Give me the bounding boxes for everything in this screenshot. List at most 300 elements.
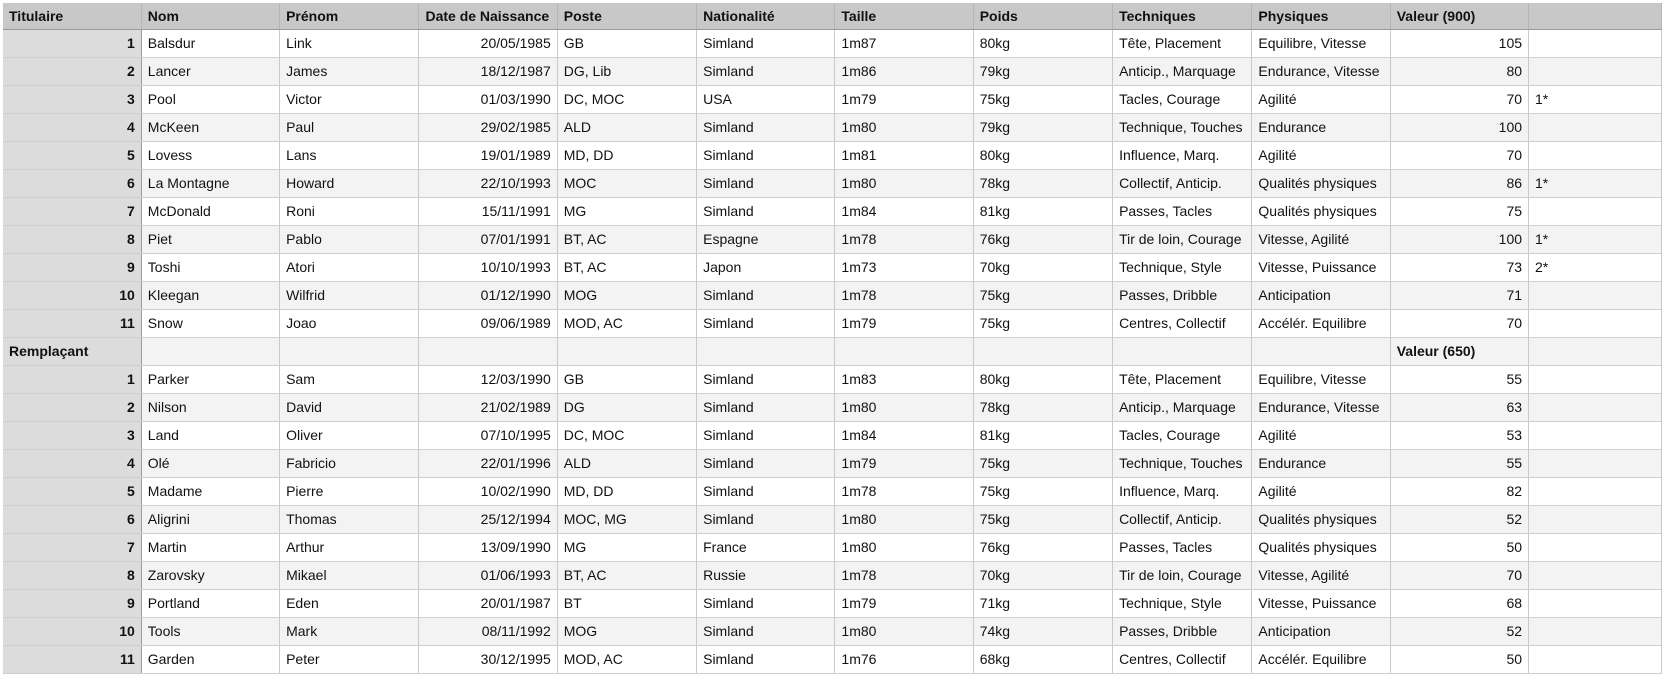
poste-cell[interactable]: ALD — [557, 449, 696, 477]
nom-cell[interactable]: Tools — [141, 617, 279, 645]
prenom-cell[interactable]: Eden — [280, 589, 419, 617]
poste-cell[interactable]: MOD, AC — [557, 309, 696, 337]
physiques-cell[interactable]: Anticipation — [1252, 617, 1390, 645]
empty-cell[interactable] — [697, 337, 835, 365]
physiques-cell[interactable]: Qualités physiques — [1252, 505, 1390, 533]
physiques-cell[interactable]: Vitesse, Puissance — [1252, 253, 1390, 281]
prenom-cell[interactable]: James — [280, 57, 419, 85]
nationalite-cell[interactable]: USA — [697, 85, 835, 113]
nationalite-cell[interactable]: Simland — [697, 309, 835, 337]
techniques-cell[interactable]: Passes, Tacles — [1113, 197, 1252, 225]
physiques-cell[interactable]: Equilibre, Vitesse — [1252, 365, 1390, 393]
poste-cell[interactable]: MOD, AC — [557, 645, 696, 673]
techniques-cell[interactable]: Tacles, Courage — [1113, 421, 1252, 449]
empty-cell[interactable] — [835, 337, 973, 365]
date-cell[interactable]: 20/01/1987 — [419, 589, 557, 617]
header-cell-physiques[interactable]: Physiques — [1252, 3, 1390, 29]
poids-cell[interactable]: 80kg — [973, 141, 1112, 169]
note-cell[interactable] — [1529, 57, 1662, 85]
physiques-cell[interactable]: Endurance, Vitesse — [1252, 57, 1390, 85]
valeur-cell[interactable]: 70 — [1390, 141, 1528, 169]
header-cell-taille[interactable]: Taille — [835, 3, 973, 29]
physiques-cell[interactable]: Vitesse, Agilité — [1252, 225, 1390, 253]
prenom-cell[interactable]: Howard — [280, 169, 419, 197]
poids-cell[interactable]: 75kg — [973, 309, 1112, 337]
row-number-cell[interactable]: 3 — [3, 85, 141, 113]
techniques-cell[interactable]: Influence, Marq. — [1113, 141, 1252, 169]
section-row-remplacant — [3, 337, 1662, 365]
row-number-cell[interactable]: 6 — [3, 169, 141, 197]
header-cell-poids[interactable]: Poids — [973, 3, 1112, 29]
poids-cell[interactable]: 75kg — [973, 449, 1112, 477]
row-number-cell[interactable]: 9 — [3, 589, 141, 617]
prenom-cell[interactable]: Atori — [280, 253, 419, 281]
poids-cell[interactable]: 70kg — [973, 253, 1112, 281]
taille-cell[interactable]: 1m80 — [835, 533, 973, 561]
techniques-cell[interactable]: Anticip., Marquage — [1113, 57, 1252, 85]
nationalite-cell[interactable]: Simland — [697, 57, 835, 85]
row-number-cell[interactable]: 11 — [3, 645, 141, 673]
taille-cell[interactable]: 1m79 — [835, 85, 973, 113]
poste-cell[interactable]: BT — [557, 589, 696, 617]
taille-cell[interactable]: 1m84 — [835, 421, 973, 449]
row-number-cell[interactable]: 5 — [3, 477, 141, 505]
date-cell[interactable]: 22/10/1993 — [419, 169, 557, 197]
valeur-cell[interactable]: 70 — [1390, 85, 1528, 113]
techniques-cell[interactable]: Passes, Tacles — [1113, 533, 1252, 561]
note-cell[interactable] — [1529, 449, 1662, 477]
nom-cell[interactable]: Madame — [141, 477, 279, 505]
date-cell[interactable]: 01/06/1993 — [419, 561, 557, 589]
nom-cell[interactable]: Aligrini — [141, 505, 279, 533]
taille-cell[interactable]: 1m73 — [835, 253, 973, 281]
nationalite-cell[interactable]: Simland — [697, 169, 835, 197]
note-cell[interactable] — [1529, 393, 1662, 421]
poids-cell[interactable]: 78kg — [973, 393, 1112, 421]
techniques-cell[interactable]: Collectif, Anticip. — [1113, 169, 1252, 197]
date-cell[interactable]: 15/11/1991 — [419, 197, 557, 225]
techniques-cell[interactable]: Tir de loin, Courage — [1113, 561, 1252, 589]
poste-cell[interactable]: BT, AC — [557, 253, 696, 281]
table-row — [3, 477, 1662, 505]
nationalite-cell[interactable]: Simland — [697, 113, 835, 141]
valeur-cell[interactable]: 80 — [1390, 57, 1528, 85]
section-valeur-label-cell[interactable]: Valeur (650) — [1390, 337, 1528, 365]
prenom-cell[interactable]: Thomas — [280, 505, 419, 533]
note-cell[interactable] — [1529, 533, 1662, 561]
note-cell[interactable] — [1529, 477, 1662, 505]
nationalite-cell[interactable]: Russie — [697, 561, 835, 589]
poids-cell[interactable]: 79kg — [973, 113, 1112, 141]
nationalite-cell[interactable]: Simland — [697, 477, 835, 505]
header-cell-nationalite[interactable]: Nationalité — [697, 3, 835, 29]
header-cell-techniques[interactable]: Techniques — [1113, 3, 1252, 29]
poste-cell[interactable]: MD, DD — [557, 477, 696, 505]
note-cell[interactable] — [1529, 141, 1662, 169]
valeur-cell[interactable]: 63 — [1390, 393, 1528, 421]
poids-cell[interactable]: 81kg — [973, 421, 1112, 449]
physiques-cell[interactable]: Equilibre, Vitesse — [1252, 29, 1390, 57]
valeur-cell[interactable]: 52 — [1390, 505, 1528, 533]
nationalite-cell[interactable]: Simland — [697, 421, 835, 449]
note-cell[interactable] — [1529, 29, 1662, 57]
taille-cell[interactable]: 1m78 — [835, 225, 973, 253]
section-label-cell[interactable]: Remplaçant — [3, 337, 141, 365]
header-cell-extra[interactable] — [1529, 3, 1662, 29]
nom-cell[interactable]: McKeen — [141, 113, 279, 141]
poste-cell[interactable]: BT, AC — [557, 225, 696, 253]
poste-cell[interactable]: GB — [557, 29, 696, 57]
nationalite-cell[interactable]: Simland — [697, 365, 835, 393]
poids-cell[interactable]: 70kg — [973, 561, 1112, 589]
date-cell[interactable]: 07/10/1995 — [419, 421, 557, 449]
nationalite-cell[interactable]: Simland — [697, 589, 835, 617]
physiques-cell[interactable]: Qualités physiques — [1252, 197, 1390, 225]
note-cell[interactable] — [1529, 421, 1662, 449]
table-row — [3, 449, 1662, 477]
physiques-cell[interactable]: Vitesse, Agilité — [1252, 561, 1390, 589]
row-number-cell[interactable]: 1 — [3, 29, 141, 57]
taille-cell[interactable]: 1m80 — [835, 617, 973, 645]
valeur-cell[interactable]: 68 — [1390, 589, 1528, 617]
nom-cell[interactable]: Portland — [141, 589, 279, 617]
nationalite-cell[interactable]: Simland — [697, 393, 835, 421]
note-cell[interactable] — [1529, 281, 1662, 309]
nom-cell[interactable]: Zarovsky — [141, 561, 279, 589]
prenom-cell[interactable]: Sam — [280, 365, 419, 393]
poids-cell[interactable]: 79kg — [973, 57, 1112, 85]
poids-cell[interactable]: 76kg — [973, 533, 1112, 561]
nationalite-cell[interactable]: Espagne — [697, 225, 835, 253]
taille-cell[interactable]: 1m84 — [835, 197, 973, 225]
row-number-cell[interactable]: 4 — [3, 113, 141, 141]
poste-cell[interactable]: GB — [557, 365, 696, 393]
techniques-cell[interactable]: Passes, Dribble — [1113, 617, 1252, 645]
nom-cell[interactable]: Piet — [141, 225, 279, 253]
empty-cell[interactable] — [1252, 337, 1390, 365]
nom-cell[interactable]: Martin — [141, 533, 279, 561]
header-cell-valeur[interactable]: Valeur (900) — [1390, 3, 1528, 29]
techniques-cell[interactable]: Technique, Touches — [1113, 449, 1252, 477]
valeur-cell[interactable]: 55 — [1390, 365, 1528, 393]
taille-cell[interactable]: 1m79 — [835, 309, 973, 337]
note-cell[interactable]: 1* — [1529, 85, 1662, 113]
note-cell[interactable] — [1529, 197, 1662, 225]
note-cell[interactable] — [1529, 113, 1662, 141]
prenom-cell[interactable]: Fabricio — [280, 449, 419, 477]
valeur-cell[interactable]: 50 — [1390, 645, 1528, 673]
note-cell[interactable] — [1529, 645, 1662, 673]
valeur-cell[interactable]: 55 — [1390, 449, 1528, 477]
header-cell-date-naissance[interactable]: Date de Naissance — [419, 3, 557, 29]
table-row — [3, 169, 1662, 197]
prenom-cell[interactable]: Pablo — [280, 225, 419, 253]
poids-cell[interactable]: 74kg — [973, 617, 1112, 645]
techniques-cell[interactable]: Centres, Collectif — [1113, 645, 1252, 673]
valeur-cell[interactable]: 70 — [1390, 309, 1528, 337]
taille-cell[interactable]: 1m87 — [835, 29, 973, 57]
nom-cell[interactable]: Pool — [141, 85, 279, 113]
date-cell[interactable]: 30/12/1995 — [419, 645, 557, 673]
nom-cell[interactable]: McDonald — [141, 197, 279, 225]
taille-cell[interactable]: 1m80 — [835, 113, 973, 141]
taille-cell[interactable]: 1m78 — [835, 477, 973, 505]
physiques-cell[interactable]: Anticipation — [1252, 281, 1390, 309]
techniques-cell[interactable]: Technique, Style — [1113, 589, 1252, 617]
physiques-cell[interactable]: Endurance — [1252, 113, 1390, 141]
date-cell[interactable]: 10/02/1990 — [419, 477, 557, 505]
date-cell[interactable]: 10/10/1993 — [419, 253, 557, 281]
valeur-cell[interactable]: 100 — [1390, 225, 1528, 253]
poste-cell[interactable]: DG, Lib — [557, 57, 696, 85]
nationalite-cell[interactable]: Simland — [697, 29, 835, 57]
nom-cell[interactable]: Nilson — [141, 393, 279, 421]
taille-cell[interactable]: 1m80 — [835, 393, 973, 421]
techniques-cell[interactable]: Technique, Touches — [1113, 113, 1252, 141]
techniques-cell[interactable]: Passes, Dribble — [1113, 281, 1252, 309]
poste-cell[interactable]: MOG — [557, 617, 696, 645]
row-number-cell[interactable]: 2 — [3, 57, 141, 85]
nom-cell[interactable]: Lovess — [141, 141, 279, 169]
note-cell[interactable] — [1529, 365, 1662, 393]
date-cell[interactable]: 09/06/1989 — [419, 309, 557, 337]
row-number-cell[interactable]: 11 — [3, 309, 141, 337]
date-cell[interactable]: 25/12/1994 — [419, 505, 557, 533]
valeur-cell[interactable]: 86 — [1390, 169, 1528, 197]
row-number-cell[interactable]: 10 — [3, 281, 141, 309]
valeur-cell[interactable]: 100 — [1390, 113, 1528, 141]
date-cell[interactable]: 08/11/1992 — [419, 617, 557, 645]
row-number-cell[interactable]: 7 — [3, 533, 141, 561]
taille-cell[interactable]: 1m86 — [835, 57, 973, 85]
physiques-cell[interactable]: Agilité — [1252, 141, 1390, 169]
date-cell[interactable]: 21/02/1989 — [419, 393, 557, 421]
note-cell[interactable] — [1529, 561, 1662, 589]
prenom-cell[interactable]: Arthur — [280, 533, 419, 561]
nationalite-cell[interactable]: Simland — [697, 141, 835, 169]
nationalite-cell[interactable]: Simland — [697, 449, 835, 477]
nom-cell[interactable]: Land — [141, 421, 279, 449]
row-number-cell[interactable]: 8 — [3, 561, 141, 589]
empty-cell[interactable] — [1113, 337, 1252, 365]
poste-cell[interactable]: ALD — [557, 113, 696, 141]
table-row — [3, 505, 1662, 533]
row-number-cell[interactable]: 2 — [3, 393, 141, 421]
nationalite-cell[interactable]: Simland — [697, 505, 835, 533]
header-cell-nom[interactable]: Nom — [141, 3, 279, 29]
nom-cell[interactable]: La Montagne — [141, 169, 279, 197]
header-cell-poste[interactable]: Poste — [557, 3, 696, 29]
empty-cell[interactable] — [557, 337, 696, 365]
date-cell[interactable]: 01/12/1990 — [419, 281, 557, 309]
techniques-cell[interactable]: Tête, Placement — [1113, 365, 1252, 393]
taille-cell[interactable]: 1m76 — [835, 645, 973, 673]
date-cell[interactable]: 07/01/1991 — [419, 225, 557, 253]
nationalite-cell[interactable]: Simland — [697, 617, 835, 645]
row-number-cell[interactable]: 5 — [3, 141, 141, 169]
note-cell[interactable] — [1529, 617, 1662, 645]
physiques-cell[interactable]: Accélér. Equilibre — [1252, 645, 1390, 673]
techniques-cell[interactable]: Tête, Placement — [1113, 29, 1252, 57]
note-cell[interactable] — [1529, 505, 1662, 533]
poste-cell[interactable]: BT, AC — [557, 561, 696, 589]
poste-cell[interactable]: MOC, MG — [557, 505, 696, 533]
prenom-cell[interactable]: Lans — [280, 141, 419, 169]
note-cell[interactable]: 2* — [1529, 253, 1662, 281]
poste-cell[interactable]: MOG — [557, 281, 696, 309]
row-number-cell[interactable]: 10 — [3, 617, 141, 645]
nom-cell[interactable]: Toshi — [141, 253, 279, 281]
prenom-cell[interactable]: Mark — [280, 617, 419, 645]
physiques-cell[interactable]: Agilité — [1252, 421, 1390, 449]
valeur-cell[interactable]: 50 — [1390, 533, 1528, 561]
poids-cell[interactable]: 81kg — [973, 197, 1112, 225]
empty-cell[interactable] — [973, 337, 1112, 365]
physiques-cell[interactable]: Endurance — [1252, 449, 1390, 477]
techniques-cell[interactable]: Tir de loin, Courage — [1113, 225, 1252, 253]
taille-cell[interactable]: 1m83 — [835, 365, 973, 393]
nom-cell[interactable]: Parker — [141, 365, 279, 393]
poste-cell[interactable]: DC, MOC — [557, 85, 696, 113]
physiques-cell[interactable]: Vitesse, Puissance — [1252, 589, 1390, 617]
date-cell[interactable]: 19/01/1989 — [419, 141, 557, 169]
prenom-cell[interactable]: Roni — [280, 197, 419, 225]
valeur-cell[interactable]: 75 — [1390, 197, 1528, 225]
row-number-cell[interactable]: 9 — [3, 253, 141, 281]
date-cell[interactable]: 01/03/1990 — [419, 85, 557, 113]
nom-cell[interactable]: Lancer — [141, 57, 279, 85]
table-row — [3, 29, 1662, 57]
row-number-cell[interactable]: 6 — [3, 505, 141, 533]
taille-cell[interactable]: 1m79 — [835, 589, 973, 617]
nom-cell[interactable]: Olé — [141, 449, 279, 477]
empty-cell[interactable] — [141, 337, 279, 365]
nom-cell[interactable]: Snow — [141, 309, 279, 337]
date-cell[interactable]: 29/02/1985 — [419, 113, 557, 141]
nationalite-cell[interactable]: Simland — [697, 197, 835, 225]
poste-cell[interactable]: MD, DD — [557, 141, 696, 169]
date-cell[interactable]: 13/09/1990 — [419, 533, 557, 561]
note-cell[interactable] — [1529, 589, 1662, 617]
date-cell[interactable]: 20/05/1985 — [419, 29, 557, 57]
empty-cell[interactable] — [280, 337, 419, 365]
valeur-cell[interactable]: 70 — [1390, 561, 1528, 589]
taille-cell[interactable]: 1m78 — [835, 561, 973, 589]
nom-cell[interactable]: Kleegan — [141, 281, 279, 309]
poids-cell[interactable]: 75kg — [973, 281, 1112, 309]
techniques-cell[interactable]: Influence, Marq. — [1113, 477, 1252, 505]
taille-cell[interactable]: 1m80 — [835, 169, 973, 197]
nom-cell[interactable]: Balsdur — [141, 29, 279, 57]
physiques-cell[interactable]: Qualités physiques — [1252, 533, 1390, 561]
poids-cell[interactable]: 75kg — [973, 505, 1112, 533]
physiques-cell[interactable]: Endurance, Vitesse — [1252, 393, 1390, 421]
valeur-cell[interactable]: 53 — [1390, 421, 1528, 449]
date-cell[interactable]: 22/01/1996 — [419, 449, 557, 477]
physiques-cell[interactable]: Agilité — [1252, 477, 1390, 505]
valeur-cell[interactable]: 105 — [1390, 29, 1528, 57]
taille-cell[interactable]: 1m79 — [835, 449, 973, 477]
date-cell[interactable]: 18/12/1987 — [419, 57, 557, 85]
prenom-cell[interactable]: Paul — [280, 113, 419, 141]
row-number-cell[interactable]: 4 — [3, 449, 141, 477]
poids-cell[interactable]: 80kg — [973, 365, 1112, 393]
nom-cell[interactable]: Garden — [141, 645, 279, 673]
nationalite-cell[interactable]: Simland — [697, 645, 835, 673]
poids-cell[interactable]: 80kg — [973, 29, 1112, 57]
valeur-cell[interactable]: 52 — [1390, 617, 1528, 645]
poids-cell[interactable]: 76kg — [973, 225, 1112, 253]
nationalite-cell[interactable]: Japon — [697, 253, 835, 281]
techniques-cell[interactable]: Collectif, Anticip. — [1113, 505, 1252, 533]
physiques-cell[interactable]: Accélér. Equilibre — [1252, 309, 1390, 337]
table-row — [3, 645, 1662, 673]
taille-cell[interactable]: 1m78 — [835, 281, 973, 309]
header-cell-prenom[interactable]: Prénom — [280, 3, 419, 29]
nationalite-cell[interactable]: Simland — [697, 281, 835, 309]
prenom-cell[interactable]: Peter — [280, 645, 419, 673]
valeur-cell[interactable]: 82 — [1390, 477, 1528, 505]
poids-cell[interactable]: 68kg — [973, 645, 1112, 673]
valeur-cell[interactable]: 73 — [1390, 253, 1528, 281]
prenom-cell[interactable]: Wilfrid — [280, 281, 419, 309]
poids-cell[interactable]: 78kg — [973, 169, 1112, 197]
note-cell[interactable]: 1* — [1529, 169, 1662, 197]
row-number-cell[interactable]: 7 — [3, 197, 141, 225]
players-table — [3, 3, 1662, 674]
prenom-cell[interactable]: Victor — [280, 85, 419, 113]
prenom-cell[interactable]: David — [280, 393, 419, 421]
table-row — [3, 617, 1662, 645]
poste-cell[interactable]: MG — [557, 533, 696, 561]
poids-cell[interactable]: 71kg — [973, 589, 1112, 617]
taille-cell[interactable]: 1m81 — [835, 141, 973, 169]
poste-cell[interactable]: MG — [557, 197, 696, 225]
table-row — [3, 141, 1662, 169]
techniques-cell[interactable]: Tacles, Courage — [1113, 85, 1252, 113]
header-row — [3, 3, 1662, 29]
empty-cell[interactable] — [419, 337, 557, 365]
prenom-cell[interactable]: Joao — [280, 309, 419, 337]
header-cell-titulaire[interactable]: Titulaire — [3, 3, 141, 29]
nationalite-cell[interactable]: France — [697, 533, 835, 561]
poids-cell[interactable]: 75kg — [973, 477, 1112, 505]
taille-cell[interactable]: 1m80 — [835, 505, 973, 533]
row-number-cell[interactable]: 3 — [3, 421, 141, 449]
poste-cell[interactable]: DC, MOC — [557, 421, 696, 449]
note-cell[interactable]: 1* — [1529, 225, 1662, 253]
empty-cell[interactable] — [1529, 337, 1662, 365]
valeur-cell[interactable]: 71 — [1390, 281, 1528, 309]
table-row — [3, 309, 1662, 337]
poids-cell[interactable]: 75kg — [973, 85, 1112, 113]
prenom-cell[interactable]: Pierre — [280, 477, 419, 505]
techniques-cell[interactable]: Anticip., Marquage — [1113, 393, 1252, 421]
prenom-cell[interactable]: Oliver — [280, 421, 419, 449]
physiques-cell[interactable]: Agilité — [1252, 85, 1390, 113]
prenom-cell[interactable]: Link — [280, 29, 419, 57]
techniques-cell[interactable]: Centres, Collectif — [1113, 309, 1252, 337]
poste-cell[interactable]: MOC — [557, 169, 696, 197]
prenom-cell[interactable]: Mikael — [280, 561, 419, 589]
note-cell[interactable] — [1529, 309, 1662, 337]
row-number-cell[interactable]: 1 — [3, 365, 141, 393]
physiques-cell[interactable]: Qualités physiques — [1252, 169, 1390, 197]
poste-cell[interactable]: DG — [557, 393, 696, 421]
row-number-cell[interactable]: 8 — [3, 225, 141, 253]
date-cell[interactable]: 12/03/1990 — [419, 365, 557, 393]
techniques-cell[interactable]: Technique, Style — [1113, 253, 1252, 281]
